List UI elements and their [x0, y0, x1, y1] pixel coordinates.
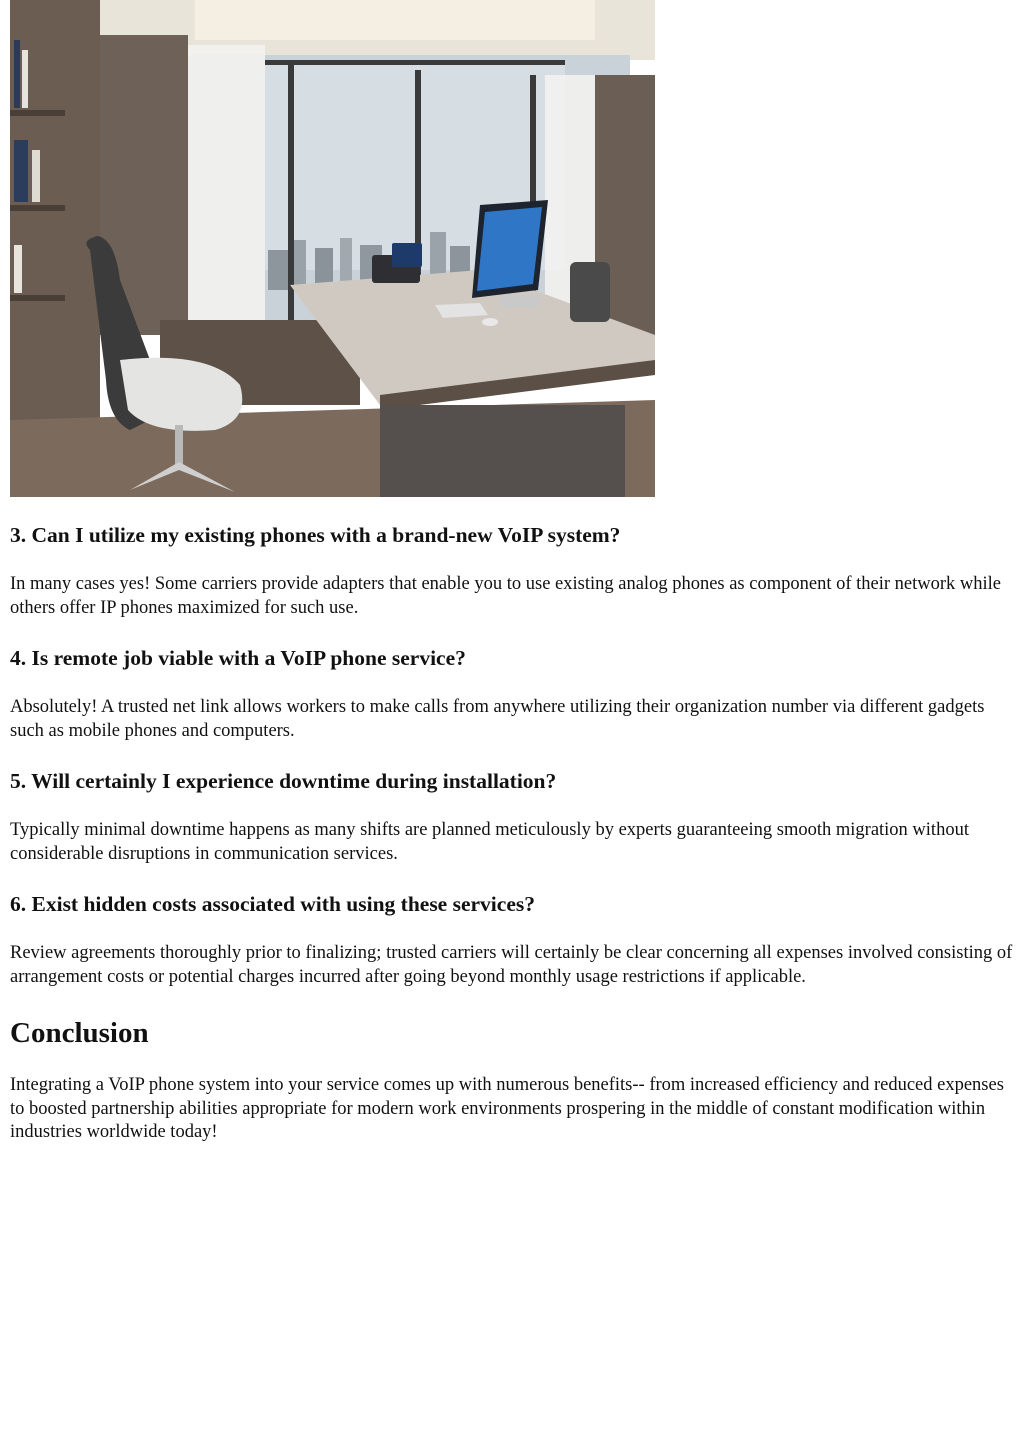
- faq-answer-6: Review agreements thoroughly prior to finalizing; trusted carriers will certainly be clear concerning all expenses involved consisting of arrangement costs or potential charges incurred after going beyond monthly usage restrictions if applicable.: [10, 943, 1013, 987]
- faq-question-5: 5. Will certainly I experience downtime during installation?: [10, 769, 557, 793]
- faq-question-4: 4. Is remote job viable with a VoIP phone service?: [10, 646, 466, 670]
- office-photo: [10, 0, 655, 497]
- faq-answer-4: Absolutely! A trusted net link allows workers to make calls from anywhere utilizing their organization number via different gadgets such as mobile phones and computers.: [10, 697, 985, 741]
- faq-question-3: 3. Can I utilize my existing phones with a brand-new VoIP system?: [10, 523, 621, 547]
- article-content: [10, 0, 1014, 1145]
- conclusion-text: Integrating a VoIP phone system into your service comes up with numerous benefits-- from increased efficiency and reduced expenses to boosted partnership abilities appropriate for modern work environments prospering in the middle of constant modification within industries worldwide today!: [10, 1075, 1004, 1142]
- faq-question-6: 6. Exist hidden costs associated with using these services?: [10, 892, 535, 916]
- faq-answer-3: In many cases yes! Some carriers provide adapters that enable you to use existing analog phones as component of their network while others offer IP phones maximized for such use.: [10, 574, 1001, 618]
- conclusion-heading: Conclusion: [10, 1017, 149, 1049]
- faq-answer-5: Typically minimal downtime happens as many shifts are planned meticulously by experts guaranteeing smooth migration without considerable disruptions in communication services.: [10, 820, 969, 864]
